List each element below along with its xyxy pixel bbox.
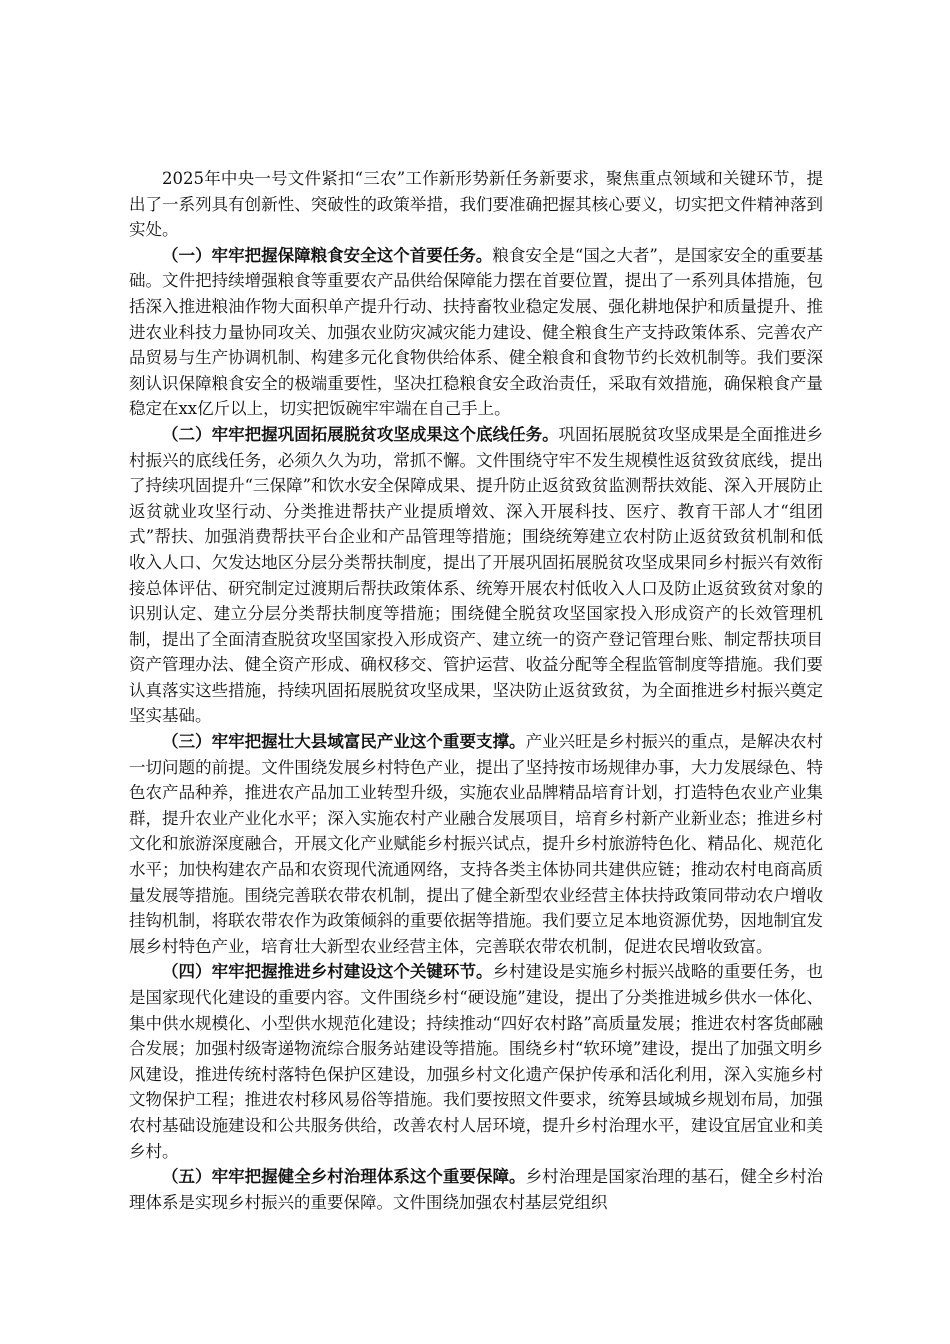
section-paragraph-5: [129, 1164, 823, 1215]
intro-paragraph: 2025年中央一号文件紧扣“三农”工作新形势新任务新要求，聚焦重点领域和关键环节，提出了一系列具有创新性、突破性的政策举措，我们要准确把握其核心要义，切实把文件精神落到实处。: [129, 169, 823, 240]
section-body-2: 巩固拓展脱贫攻坚成果是全面推进乡村振兴的底线任务，必须久久为功，常抓不懈。文件围绕守牢不发生规模性返贫致贫底线，提出了持续巩固提升“三保障”和饮水安全保障成果、提升防止返贫致贫监测帮扶效能、深入开展防止返贫就业攻坚行动、分类推进帮扶产业提质增效、深入开展科技、医疗、教育干部人才“组团式”帮扶、加强消费帮扶平台企业和产品管理等措施；围绕统筹建立农村防止返贫致贫机制和低收入人口、欠发达地区分层分类帮扶制度，提出了开展巩固拓展脱贫攻坚成果同乡村振兴有效衔接总体评估、研究制定过渡期后帮扶政策体系、统筹开展农村低收入人口及防止返贫致贫对象的识别认定、建立分层分类帮扶制度等措施；围绕健全脱贫攻坚国家投入形成资产的长效管理机制，提出了全面清查脱贫攻坚国家投入形成资产、建立统一的资产登记管理台账、制定帮扶项目资产管理办法、健全资产形成、确权移交、管护运营、收益分配等全程监管制度等措施。我们要认真落实这些措施，持续巩固拓展脱贫攻坚成果，坚决防止返贫致贫，为全面推进乡村振兴奠定坚实基础。: [129, 424, 824, 726]
section-heading-1: （一）牢牢把握保障粮食安全这个首要任务。: [162, 245, 493, 265]
document-body: [129, 166, 823, 1215]
section-heading-3: （三）牢牢把握壮大县域富民产业这个重要支撑。: [162, 732, 526, 752]
section-paragraph-2: [129, 422, 823, 729]
section-body-1: 粮食安全是“国之大者”，是国家安全的重要基础。文件把持续增强粮食等重要农产品供给保障能力摆在首要位置，提出了一系列具体措施，包括深入推进粮油作物大面积单产提升行动、扶持畜牧业稳定发展、强化耕地保护和质量提升、推进农业科技力量协同攻关、加强农业防灾减灾能力建设、健全粮食生产支持政策体系、完善农产品贸易与生产协调机制、构建多元化食物供给体系、健全粮食和食物节约长效机制等。我们要深刻认识保障粮食安全的极端重要性，坚决扛稳粮食安全政治责任，采取有效措施，确保粮食产量稳定在xx亿斤以上，切实把饭碗牢牢端在自己手上。: [129, 245, 823, 419]
section-body-4: 乡村建设是实施乡村振兴战略的重要任务，也是国家现代化建设的重要内容。文件围绕乡村“硬设施”建设，提出了分类推进城乡供水一体化、集中供水规模化、小型供水规范化建设；持续推动“四好农村路”高质量发展；推进农村客货邮融合发展；加强村级寄递物流综合服务站建设等措施。围绕乡村“软环境”建设，提出了加强文明乡风建设，推进传统村落特色保护区建设，加强乡村文化遗产保护传承和活化利用，深入实施乡村文物保护工程；推进农村移风易俗等措施。我们要按照文件要求，统筹县域城乡规划布局，加强农村基础设施建设和公共服务供给，改善农村人居环境，提升乡村治理水平，建设宜居宜业和美乡村。: [129, 962, 824, 1161]
section-paragraph-3: [129, 729, 823, 959]
section-heading-2: （二）牢牢把握巩固拓展脱贫攻坚成果这个底线任务。: [162, 424, 559, 444]
section-body-3: 产业兴旺是乡村振兴的重点，是解决农村一切问题的前提。文件围绕发展乡村特色产业，提出了坚持按市场规律办事，大力发展绿色、特色农产品种养，推进农产品加工业转型升级，实施农业品牌精品培育计划，打造特色农业产业集群，提升农业产业化水平；深入实施农村产业融合发展项目，培育乡村新产业新业态；推进乡村文化和旅游深度融合，开展文化产业赋能乡村振兴试点，提升乡村旅游特色化、精品化、规范化水平；加快构建农产品和农资现代流通网络，支持各类主体协同共建供应链；推动农村电商高质量发展等措施。围绕完善联农带农机制，提出了健全新型农业经营主体扶持政策同带动农户增收挂钩机制，将联农带农作为政策倾斜的重要依据等措施。我们要立足本地资源优势，因地制宜发展乡村特色产业，培育壮大新型农业经营主体，完善联农带农机制，促进农民增收致富。: [129, 732, 824, 956]
section-body-5: 乡村治理是国家治理的基石，健全乡村治理体系是实现乡村振兴的重要保障。文件围绕加强农村基层党组织: [129, 1167, 824, 1212]
section-paragraph-1: [129, 243, 823, 422]
section-heading-4: （四）牢牢把握推进乡村建设这个关键环节。: [162, 962, 493, 982]
section-heading-5: （五）牢牢把握健全乡村治理体系这个重要保障。: [162, 1167, 526, 1187]
section-paragraph-4: [129, 959, 823, 1164]
